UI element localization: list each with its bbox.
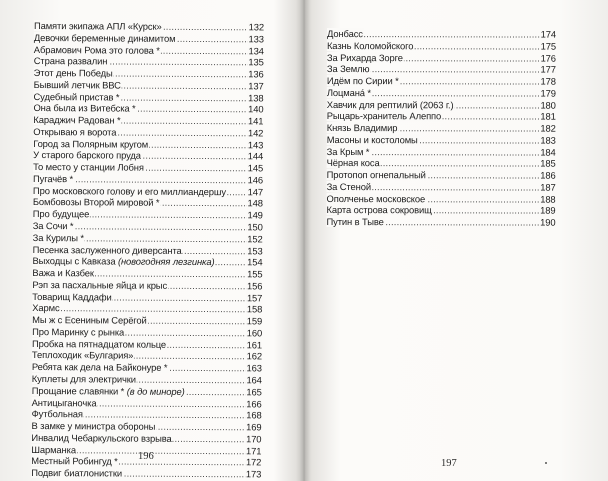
- paper-speck: [545, 462, 547, 464]
- toc-entry-title-text: Местный Робингуд *: [31, 455, 118, 467]
- toc-entry-title-text: Девочки беременные динамитом: [33, 31, 176, 44]
- toc-entry-page-number: 166: [246, 397, 262, 409]
- toc-entry-title-text: Донбасс: [326, 28, 363, 40]
- toc-entry-page-number: 189: [540, 205, 556, 217]
- toc-entry-title: [327, 193, 427, 204]
- toc-entry: [327, 122, 556, 134]
- toc-entry-page-number: 181: [540, 110, 556, 122]
- toc-entry-title-text: Масоны и костоломы: [326, 133, 418, 146]
- toc-entry-title-text: За Рихарда Зорге: [326, 51, 403, 63]
- toc-entry-page-number: 180: [540, 99, 556, 111]
- toc-entry-title-text: Бывший летчик ВВС: [33, 78, 121, 91]
- toc-entry-title-text: За Сочи *: [32, 220, 74, 232]
- toc-entry-title: [31, 455, 119, 467]
- toc-entry: [327, 28, 556, 40]
- toc-entry-title: [33, 208, 90, 219]
- toc-entry-page-number: 146: [247, 174, 264, 186]
- toc-entry-page-number: 159: [246, 315, 263, 327]
- toc-entry-page-number: 152: [247, 233, 263, 245]
- toc-entry-page-number: 183: [540, 134, 556, 146]
- toc-entry: [327, 52, 556, 64]
- toc-entry-title: [32, 373, 137, 385]
- book-gutter: [296, 0, 312, 481]
- toc-entry-page-number: 145: [247, 162, 264, 174]
- toc-entry-title: [33, 102, 136, 114]
- toc-entry-title-text: Ребята как дела на Байконуре *: [31, 361, 168, 374]
- toc-entry-title: [32, 349, 134, 361]
- toc-entry-title: [327, 122, 399, 133]
- toc-entry-title: [327, 204, 433, 215]
- toc-entry-title: [33, 232, 85, 243]
- toc-entry-page-number: 154: [247, 256, 263, 268]
- toc-entry-title: [33, 185, 227, 197]
- toc-entry-title: [327, 52, 404, 63]
- toc-entry-title: [32, 361, 169, 373]
- toc-entry: [31, 467, 261, 480]
- toc-entry-title: [34, 91, 121, 103]
- toc-entry-title: [31, 444, 77, 455]
- toc-entry: [327, 87, 556, 99]
- toc-entry: [327, 134, 556, 146]
- toc-entry-title: [32, 338, 167, 350]
- toc-entry-title: [31, 420, 156, 432]
- toc-entry-title: [34, 44, 161, 56]
- toc-entry-page-number: 143: [247, 138, 264, 151]
- toc-entry-title-text: Про будущее: [32, 208, 90, 220]
- toc-entry-title: [32, 302, 60, 313]
- toc-entry-title: [327, 157, 381, 168]
- toc-entry-title: [327, 146, 371, 157]
- toc-entry-title-text: Князь Владимир: [326, 122, 398, 134]
- toc-entry: [327, 181, 556, 193]
- toc-entry-page-number: 190: [540, 216, 556, 228]
- toc-entry-title: [32, 314, 148, 326]
- toc-entry-page-number: 153: [247, 244, 263, 256]
- toc-entry-title-text: Лоцманá *: [326, 86, 371, 98]
- toc-entry-title-text: Судебный пристав *: [33, 90, 120, 103]
- toc-entry-title: [327, 63, 371, 74]
- toc-entry-title-text: Ополченье московское: [326, 192, 426, 204]
- toc-entry-title: [34, 20, 163, 32]
- toc-entry-page-number: 178: [540, 75, 556, 87]
- toc-entry-page-number: 182: [540, 122, 556, 134]
- toc-entry-title: [34, 67, 114, 78]
- toc-entry-title: [32, 326, 125, 338]
- toc-entry-title: [327, 169, 427, 180]
- toc-entry-title-text: Бомбовозы Второй мировой *: [32, 196, 160, 209]
- toc-entry-title-text: Подвиг биатлонистки: [31, 467, 123, 479]
- toc-entry-title: [327, 75, 400, 86]
- toc-entry-title: [31, 432, 172, 444]
- toc-entry-title-text: Шарманка: [31, 443, 77, 455]
- toc-entry-page-number: 148: [247, 197, 263, 209]
- toc-entry-page-number: 168: [246, 409, 262, 421]
- toc-entry-title-text: Караджич Радован *: [33, 114, 121, 126]
- toc-entry-title: [327, 181, 372, 192]
- toc-entry-title-text: Футбольная: [31, 408, 83, 420]
- toc-entry-note: (в до миноре): [126, 385, 185, 397]
- toc-entry-page-number: 176: [540, 52, 556, 64]
- toc-entry-page-number: 186: [540, 169, 556, 181]
- toc-entry-page-number: 150: [247, 221, 263, 233]
- toc-entry-title: [33, 126, 117, 138]
- left-page-contents: [31, 20, 264, 480]
- toc-entry-title-text: Прощание славянки *: [31, 384, 127, 397]
- toc-entry-title: [32, 255, 215, 267]
- toc-entry-title: [32, 385, 186, 397]
- toc-entry-page-number: 134: [248, 44, 264, 56]
- toc-entry-title-text: Памяти экипажа АПЛ «Курск»: [33, 20, 162, 32]
- toc-entry-title-text: Про Маринку с рынка: [32, 325, 125, 338]
- toc-entry-title-text: Мы ж с Есениным Серёгой: [32, 314, 147, 326]
- toc-entry-title-text: Протопоп огнепальный: [326, 169, 426, 181]
- toc-entry-title-text: Хавчик для рептилий (2063 г.): [326, 98, 454, 110]
- toc-entry-title-text: Пугачёв *: [32, 172, 74, 185]
- toc-entry: [327, 169, 556, 181]
- toc-entry-page-number: 172: [245, 456, 262, 468]
- toc-entry-title: [33, 173, 74, 184]
- toc-entry-page-number: 163: [246, 362, 262, 374]
- toc-entry-title: [32, 267, 95, 278]
- toc-entry-page-number: 136: [248, 68, 264, 80]
- toc-entry-title: [327, 40, 414, 51]
- toc-entry-title-text: Абрамович Рома это голова *: [33, 43, 160, 56]
- right-page-number: 197: [441, 458, 457, 469]
- toc-entry-page-number: 164: [246, 374, 262, 386]
- toc-entry-page-number: 162: [246, 350, 262, 362]
- toc-entry-page-number: 132: [248, 21, 264, 33]
- toc-entry: [327, 110, 556, 122]
- toc-entry-title: [34, 79, 122, 91]
- toc-entry-title-text: В замке у министра обороны: [31, 420, 156, 432]
- toc-entry-page-number: 175: [540, 40, 556, 52]
- toc-entry-title: [31, 467, 123, 479]
- toc-entry: [327, 63, 556, 75]
- toc-entry-page-number: 157: [246, 291, 263, 304]
- toc-entry-page-number: 137: [248, 80, 264, 92]
- toc-entry-title-text: Открываю я ворота: [33, 125, 117, 138]
- left-page-number: 196: [138, 451, 154, 462]
- toc-entry-page-number: 184: [540, 146, 556, 158]
- toc-entry-page-number: 141: [248, 115, 264, 127]
- toc-entry-title-text: Куплеты для электрички: [31, 372, 136, 385]
- toc-entry-title: [33, 244, 183, 256]
- toc-entry-page-number: 149: [247, 209, 263, 221]
- toc-entry-title-text: Рэп за пасхальные яйца и крыс: [32, 278, 168, 291]
- toc-entry-title: [327, 87, 372, 98]
- toc-entry-title: [327, 110, 442, 121]
- toc-entry-title-text: То место у станции Лобня: [33, 161, 144, 173]
- toc-entry-title-text: Антицыганочка: [31, 396, 97, 408]
- toc-entry-note: (новогодняя лезгинка): [117, 255, 215, 268]
- toc-entry-title: [32, 396, 98, 407]
- toc-entry-title-text: Страна развалин: [33, 55, 108, 67]
- toc-entry-page-number: 133: [248, 33, 264, 45]
- toc-entry-page-number: 187: [540, 181, 556, 193]
- toc-entry-title-text: Путин в Тыве: [326, 216, 384, 228]
- toc-entry-title-text: Важа и Казбек: [32, 267, 94, 279]
- toc-entry-title-text: Этот день Победы: [33, 67, 113, 79]
- toc-entry-title: [33, 114, 121, 126]
- toc-entry-title: [34, 55, 109, 66]
- toc-entry-page-number: 161: [246, 338, 263, 351]
- toc-entry-page-number: 174: [540, 28, 556, 40]
- toc-entry-title-text: Про московского голову и его миллиандершу: [32, 184, 226, 197]
- toc-entry-title-text: Рыцарь-хранитель Алеппо: [326, 110, 442, 122]
- toc-entry-title-text: Выходцы с Кавказа: [32, 255, 119, 267]
- toc-entry-page-number: 179: [540, 87, 556, 99]
- toc-entry-title: [34, 32, 177, 44]
- toc-entry-title-text: Казнь Коломойского: [326, 39, 414, 51]
- toc-entry: [326, 216, 555, 228]
- toc-entry-page-number: 156: [247, 280, 263, 292]
- toc-entry-page-number: 188: [540, 193, 556, 205]
- toc-entry-title-text: За Стеной: [326, 180, 371, 193]
- toc-entry: [327, 204, 556, 216]
- toc-entry-title-text: Пробка на пятнадцатом кольце: [31, 337, 167, 350]
- toc-entry-page-number: 169: [246, 421, 262, 433]
- toc-entry-page-number: 185: [540, 157, 556, 170]
- right-page-contents: [326, 28, 556, 229]
- toc-entry-title: [32, 291, 112, 302]
- toc-entry-title-text: Идём по Сирии *: [326, 75, 399, 87]
- toc-entry-title-text: Город за Полярным кругом: [33, 137, 149, 150]
- toc-entry-page-number: 165: [246, 386, 262, 398]
- toc-entry-page-number: 170: [246, 433, 262, 445]
- toc-entry: [327, 157, 556, 169]
- toc-entry-title-text: Инвалид Чебаркульского взрыва: [31, 431, 172, 444]
- toc-entry-title: [327, 99, 455, 110]
- toc-entry-title: [32, 408, 84, 419]
- toc-entry-title: [33, 220, 75, 231]
- toc-entry-title: [33, 196, 161, 208]
- toc-entry-title-text: За Курилы *: [32, 231, 85, 244]
- toc-entry-page-number: 158: [246, 303, 263, 315]
- toc-entry-title: [33, 149, 142, 161]
- toc-entry-page-number: 138: [248, 91, 264, 103]
- toc-entry-page-number: 140: [248, 103, 264, 115]
- toc-entry-page-number: 135: [248, 56, 264, 68]
- toc-entry-title: [327, 134, 419, 145]
- toc-entry-page-number: 171: [245, 444, 262, 456]
- toc-entry-title-text: Карта острова сокровищ: [326, 204, 432, 216]
- toc-entry-page-number: 177: [540, 63, 556, 75]
- toc-entry-page-number: 144: [247, 150, 264, 162]
- toc-entry-title-text: Она была из Витебска *: [33, 102, 136, 114]
- toc-entry-title-text: За Крым *: [326, 145, 370, 157]
- toc-entry-title: [326, 216, 384, 227]
- toc-entry-title: [32, 279, 168, 291]
- toc-entry: [327, 40, 556, 52]
- toc-entry-title-text: Чёрная коса: [326, 157, 380, 169]
- toc-entry-page-number: 173: [245, 468, 262, 480]
- toc-entry-title-text: Теплоходик «Булгария»: [31, 349, 134, 362]
- toc-entry-title: [327, 28, 364, 39]
- toc-entry-title-text: За Землю: [326, 63, 370, 75]
- toc-entry: [327, 75, 556, 87]
- toc-entry-page-number: 147: [247, 186, 263, 198]
- toc-entry-title-text: Товарищ Каддафи: [32, 290, 112, 303]
- toc-entry-page-number: 160: [246, 327, 263, 339]
- toc-entry-page-number: 155: [247, 268, 263, 280]
- toc-entry-title: [33, 138, 149, 150]
- toc-entry-title-text: Хармс: [32, 302, 60, 314]
- toc-entry-title-text: Песенка заслуженного диверсанта: [32, 243, 182, 256]
- toc-entry-title-text: У старого барского пруда: [33, 149, 141, 162]
- toc-entry-page-number: 142: [247, 127, 264, 139]
- toc-entry-title: [33, 161, 145, 173]
